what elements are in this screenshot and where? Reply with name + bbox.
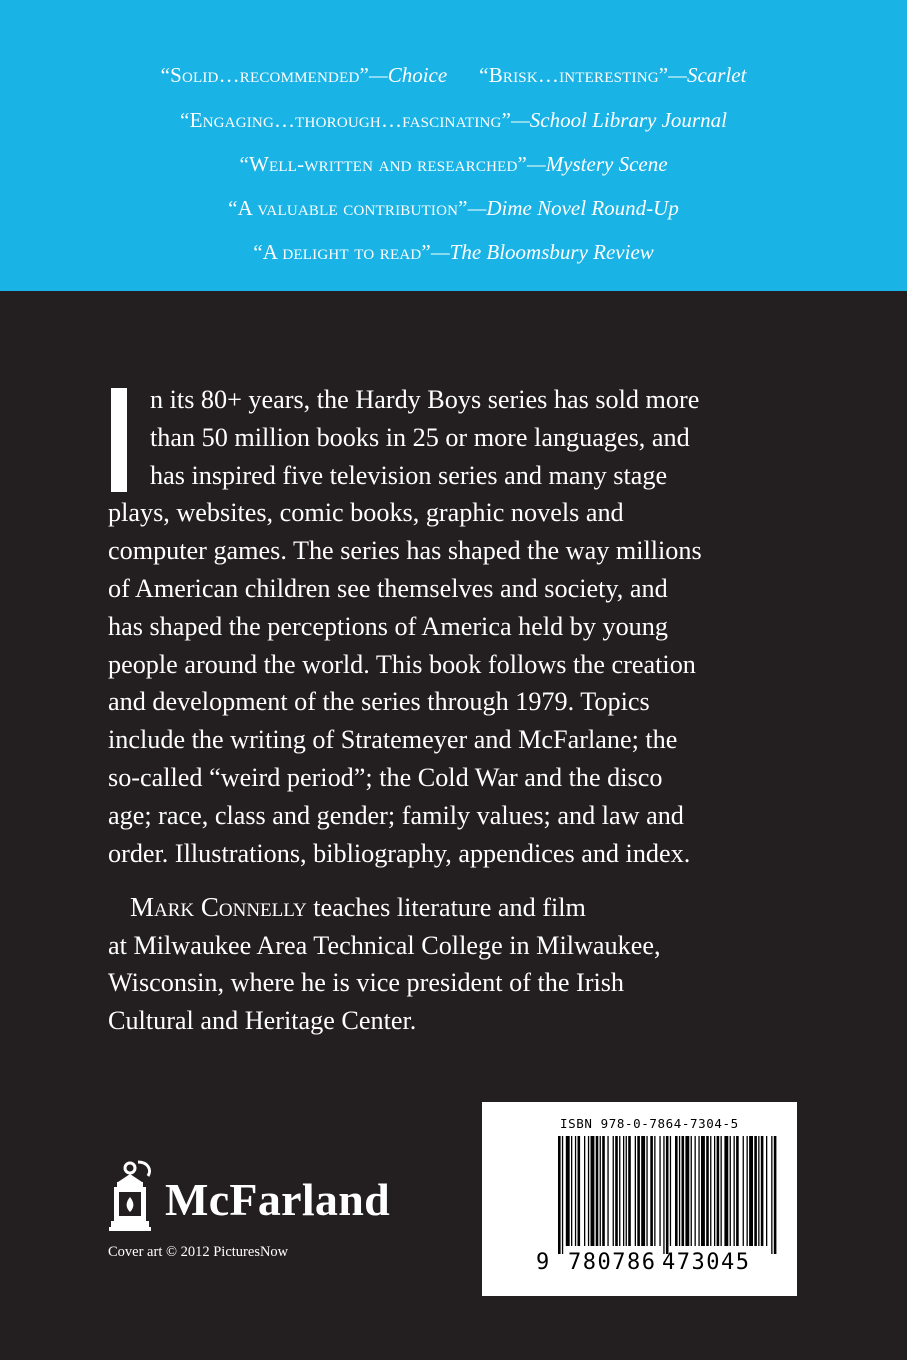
- cover-art-credit: Cover art © 2012 PicturesNow: [108, 1244, 289, 1260]
- blurb-quote: “Brisk…interesting”: [479, 63, 669, 87]
- barcode-bar: [714, 1136, 715, 1246]
- barcode-bar: [721, 1136, 722, 1246]
- author-name: Mark Connelly: [130, 892, 307, 922]
- barcode-bar: [575, 1136, 576, 1246]
- barcode-bar: [666, 1136, 669, 1254]
- description-line: than 50 million books in 25 or more languages, and: [150, 422, 690, 452]
- barcode-bar: [626, 1136, 627, 1246]
- barcode-bar: [659, 1136, 660, 1246]
- barcode-bar: [562, 1136, 563, 1254]
- ean-left-digits: 780786: [568, 1250, 657, 1275]
- author-bio: [108, 889, 828, 1039]
- blurb-source: —The Bloomsbury Review: [430, 240, 654, 264]
- barcode-bar: [691, 1136, 692, 1246]
- barcode-bar: [607, 1136, 608, 1246]
- bio-line: at Milwaukee Area Technical College in Milwaukee,: [108, 930, 661, 960]
- barcode-bar: [558, 1136, 561, 1254]
- barcode-bar: [654, 1136, 655, 1246]
- blurb-quote: “A valuable contribution”: [228, 196, 468, 220]
- barcode-bar: [635, 1136, 636, 1246]
- blurb-quote: “Engaging…thorough…fascinating”: [180, 108, 512, 132]
- bio-line: Wisconsin, where he is vice president of the Irish: [108, 968, 625, 997]
- blurb-quote: “Well-written and researched”: [239, 152, 528, 176]
- description-line: include the writing of Stratemeyer and McFarlane; the: [108, 725, 678, 755]
- publisher-logo: [108, 1160, 428, 1230]
- blurb-line-4: [0, 195, 907, 221]
- barcode-bar: [730, 1136, 731, 1246]
- barcode-bar: [628, 1136, 631, 1246]
- blurb-quote: “Solid…recommended”: [160, 63, 370, 87]
- publisher-name: McFarland: [165, 1174, 390, 1225]
- barcode-bar: [613, 1136, 614, 1246]
- barcode-bar: [566, 1136, 570, 1246]
- barcode-bar: [706, 1136, 709, 1246]
- barcode-bar: [747, 1136, 748, 1246]
- barcode-bar: [646, 1136, 647, 1246]
- barcode-bar: [670, 1136, 671, 1246]
- description-line: n its 80+ years, the Hardy Boys series has sold more: [150, 385, 700, 414]
- barcode-bar: [584, 1136, 585, 1246]
- blurb-source: —Choice: [369, 63, 448, 87]
- blurb-source: —School Library Journal: [511, 108, 727, 132]
- description-line: so-called “weird period”; the Cold War and the disco: [108, 762, 663, 792]
- description-line: age; race, class and gender; family values; and law and: [108, 800, 684, 830]
- barcode-bar: [717, 1136, 720, 1246]
- blurb-line-2: [0, 107, 907, 133]
- blurb-choice: [161, 63, 448, 87]
- barcode-bar: [619, 1136, 620, 1246]
- barcode-bar: [710, 1136, 711, 1246]
- barcode-bar: [761, 1136, 764, 1246]
- barcode-bar: [602, 1136, 605, 1246]
- barcode-bar: [623, 1136, 624, 1246]
- barcode-bar: [749, 1136, 753, 1246]
- barcode-bar: [771, 1136, 772, 1254]
- description-line: has inspired five television series and many stage: [150, 460, 668, 490]
- ean-right-digits: 473045: [662, 1250, 751, 1275]
- bio-text: teaches literature and film: [306, 893, 586, 922]
- barcode-bar: [695, 1136, 696, 1246]
- barcode-bar: [600, 1136, 601, 1246]
- description-line: has shaped the perceptions of America held by young: [108, 611, 668, 641]
- description-line: of American children see themselves and society, and: [108, 573, 668, 603]
- blurb-source: —Dime Novel Round-Up: [467, 196, 679, 220]
- ean-first-digit: 9: [536, 1250, 551, 1275]
- barcode-bar: [588, 1136, 589, 1246]
- barcode-bar: [650, 1136, 653, 1246]
- blurb-scarlet: [479, 63, 746, 87]
- barcode-bar: [591, 1136, 595, 1246]
- barcode-bar: [682, 1136, 685, 1246]
- barcode-bar: [596, 1136, 599, 1246]
- description-line: order. Illustrations, bibliography, appendices and index.: [108, 838, 691, 868]
- barcode-bar: [685, 1136, 689, 1246]
- barcode-bar: [758, 1136, 759, 1246]
- barcode-bar: [675, 1136, 678, 1246]
- barcode-bar: [663, 1136, 664, 1254]
- book-description: [108, 381, 808, 872]
- isbn-barcode: [482, 1102, 797, 1296]
- description-line: people around the world. This book follows the creation: [108, 649, 696, 679]
- barcode-bar: [774, 1136, 777, 1254]
- barcode-bar: [637, 1136, 640, 1246]
- bio-line: [108, 889, 828, 927]
- barcode-bar: [736, 1136, 739, 1246]
- barcode-bar: [615, 1136, 618, 1246]
- bio-line: Cultural and Heritage Center.: [108, 1005, 417, 1035]
- blurb-line-5: [0, 239, 907, 265]
- blurb-quote: “A delight to read”: [253, 240, 431, 264]
- barcode-bar: [578, 1136, 581, 1246]
- blurb-line-1: [0, 62, 907, 88]
- description-line: plays, websites, comic books, graphic novels and: [108, 498, 624, 528]
- lantern-icon: [108, 1160, 158, 1232]
- blurb-source: —Scarlet: [668, 63, 747, 87]
- barcode-bar: [766, 1136, 767, 1246]
- barcode-bar: [734, 1136, 735, 1246]
- barcode-bar: [701, 1136, 705, 1246]
- barcode-bar: [743, 1136, 744, 1246]
- description-line: computer games. The series has shaped the way millions: [108, 536, 702, 566]
- barcode-bar: [571, 1136, 572, 1246]
- barcode-bar: [679, 1136, 680, 1246]
- barcode-bar: [754, 1136, 757, 1246]
- blurb-source: —Mystery Scene: [527, 152, 668, 176]
- blurbs-band: [0, 0, 907, 291]
- barcode-bar: [641, 1136, 645, 1246]
- description-line: and development of the series through 1979. Topics: [108, 687, 650, 717]
- barcode-bar: [724, 1136, 728, 1246]
- isbn-label: ISBN 978-0-7864-7304-5: [560, 1116, 739, 1131]
- blurb-line-3: [0, 151, 907, 177]
- barcode-bar: [698, 1136, 699, 1246]
